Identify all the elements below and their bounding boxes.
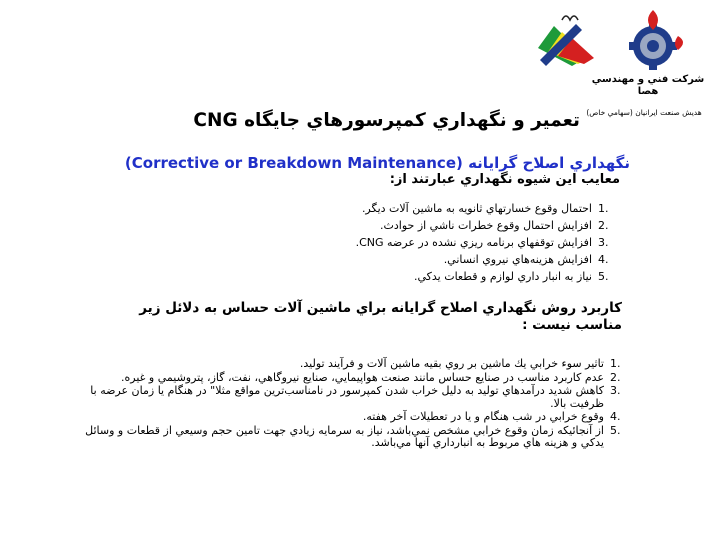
item-number: 1. (610, 357, 621, 370)
disadvantages-heading: معايب اين شيوه نگهداري عبارتند از: (389, 172, 620, 187)
list-item (330, 219, 620, 232)
item-text: احتمال وقوع خسارتهاي ثانويه به ماشين آلات ديگر. (361, 202, 592, 215)
crossed-stripes-logo-icon (538, 16, 594, 66)
item-number: 1. (598, 202, 609, 215)
slide-title: تعمير و نگهداري كمپرسورهاي جايگاه CNG (193, 110, 580, 131)
list-item (330, 270, 620, 283)
item-number: 5. (610, 423, 621, 437)
item-text: كاهش شديد درآمدهاي توليد به دليل خراب شدن كمپرسور در نامناسب‌ترين مواقع مثلا" در هنگام يا زمان عرضه با ظرفيت بالا. (90, 384, 604, 410)
usage-heading: كاربرد روش نگهداري اصلاح گرايانه براي ماشين آلات حساس به دلائل زير مناسب نيست : (139, 300, 622, 333)
list-item (70, 372, 632, 385)
list-item (70, 385, 632, 410)
company-logos (528, 8, 718, 78)
gear-logo-icon (629, 10, 683, 70)
item-number: 5. (598, 270, 609, 283)
item-number: 4. (610, 410, 621, 423)
item-number: 3. (598, 236, 609, 249)
list-item (330, 253, 620, 266)
list-item (330, 202, 620, 215)
item-text: افزايش احتمال وقوع خطرات ناشي از حوادث. (380, 219, 592, 232)
list-item (70, 411, 632, 424)
company-subtitle: هديش صنعت ايرانيان (سهامي خاص) (586, 108, 702, 117)
item-text: وقوع خرابي در شب هنگام و يا در تعطيلات آخر هفته. (362, 410, 604, 423)
list-item (330, 236, 620, 249)
item-number: 3. (610, 384, 621, 397)
item-text: از آنجائيكه زمان وقوع خرابي مشخص نمي‌باشد، نياز به سرمايه زيادي جهت تامين حجم وسيعي از قطعات و وسائل يدكي و هزينه هاي مربوط به انبارداري آنها مي‌باشد. (85, 423, 604, 449)
reasons-list (70, 358, 632, 451)
item-text: تاثير سوء خرابي يك ماشين بر روي بقيه ماشين آلات و فرآيند توليد. (299, 357, 604, 370)
item-text: نياز به انبار داري لوازم و قطعات يدكي. (413, 270, 592, 283)
item-text: افزايش هزينه‌هاي نيروي انساني. (443, 253, 592, 266)
company-name: شركت فني و مهندسي هصا (591, 74, 705, 97)
item-number: 2. (610, 370, 621, 384)
company-logo-area (528, 8, 718, 118)
slide-subtitle: نگهداري اصلاح گرايانه (Corrective or Breakdown Maintenance) (124, 154, 630, 172)
list-item (70, 425, 632, 450)
item-number: 2. (598, 219, 609, 232)
disadvantages-list (330, 202, 620, 287)
item-text: افزايش توقفهاي برنامه ريزي نشده در عرضه CNG. (355, 236, 592, 249)
list-item (70, 358, 632, 371)
item-text: عدم كاربرد مناسب در صنايع حساس مانند صنعت هواپيمايي، صنايع نيروگاهي، نفت، گاز، پتروشيمي و غيره. (121, 370, 604, 384)
item-number: 4. (598, 253, 609, 266)
